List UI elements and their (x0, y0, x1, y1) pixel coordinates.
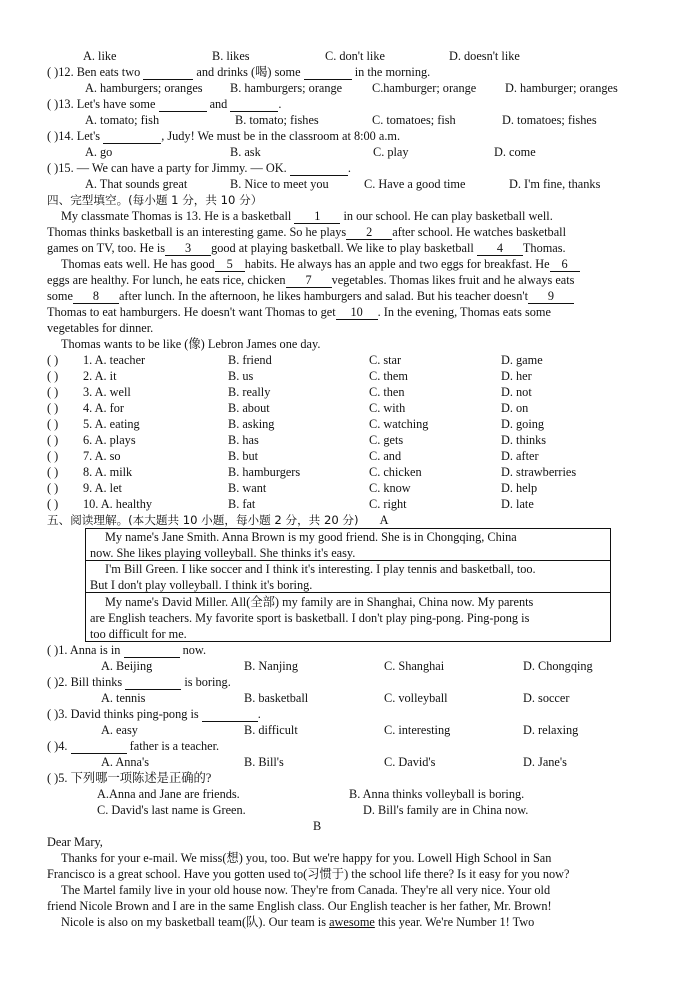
cloze-q7-option-c[interactable]: C. and (369, 449, 402, 463)
answer-paren[interactable]: ( ) (47, 433, 59, 447)
reading-q3-option-a[interactable]: A. easy (101, 723, 138, 737)
q11-option-b[interactable]: B. likes (212, 49, 250, 63)
answer-paren[interactable]: ( ) (47, 65, 59, 79)
reading-q3-option-b[interactable]: B. difficult (244, 723, 298, 737)
answer-blank[interactable] (71, 740, 127, 754)
q13-option-a[interactable]: A. tomato; fish (85, 113, 160, 127)
cloze-q6-option-d[interactable]: D. thinks (501, 433, 547, 447)
passage-a-box-2: I'm Bill Green. I like soccer and I think it's interesting. I play tennis and basketball, too. But I don't play volleyball. I think it's boring. (85, 560, 611, 593)
cloze-q6-option-a[interactable]: 6. A. plays (83, 433, 136, 447)
reading-q1-option-c[interactable]: C. Shanghai (384, 659, 445, 673)
part-b-label: B (313, 819, 322, 833)
q13-stem: ( )13. Let's have some and . (47, 97, 282, 111)
cloze-blank-9[interactable]: 9 (528, 290, 574, 304)
cloze-q4-option-b[interactable]: B. about (228, 401, 270, 415)
letter-greeting: Dear Mary, (47, 835, 103, 849)
cloze-q5-option-a[interactable]: 5. A. eating (83, 417, 140, 431)
cloze-blank-4[interactable]: 4 (477, 242, 523, 256)
q14-option-d[interactable]: D. come (494, 145, 536, 159)
cloze-q3-option-c[interactable]: C. then (369, 385, 405, 399)
reading-q5-option-a[interactable]: A.Anna and Jane are friends. (97, 787, 240, 801)
cloze-line: eggs are healthy. For lunch, he eats rice, chicken 7 vegetables. Thomas likes fruit and he always eats (47, 273, 575, 287)
cloze-q8-option-c[interactable]: C. chicken (369, 465, 422, 479)
q12-option-a[interactable]: A. hamburgers; oranges (85, 81, 203, 95)
answer-paren[interactable]: ( ) (47, 497, 59, 511)
letter-line: friend Nicole Brown and I are in the same English class. Our English teacher is her father, Mr. Brown! (47, 899, 552, 913)
answer-paren[interactable]: ( ) (47, 401, 59, 415)
answer-paren[interactable]: ( ) (47, 129, 59, 143)
answer-paren[interactable]: ( ) (47, 707, 59, 721)
reading-q1-option-a[interactable]: A. Beijing (101, 659, 153, 673)
reading-q1-option-d[interactable]: D. Chongqing (523, 659, 593, 673)
cloze-q5-option-b[interactable]: B. asking (228, 417, 275, 431)
reading-q1-option-b[interactable]: B. Nanjing (244, 659, 298, 673)
letter-line: Thanks for your e-mail. We miss(想) you, too. But we're happy for you. Lowell High School in San (61, 851, 552, 865)
letter-line: Francisco is a great school. Have you gotten used to(习惯于) the school life there? Is it easy for you now? (47, 867, 570, 881)
q14-option-b[interactable]: B. ask (230, 145, 261, 159)
cloze-q2-option-a[interactable]: 2. A. it (83, 369, 117, 383)
answer-blank[interactable] (159, 98, 207, 112)
q12-stem: ( )12. Ben eats two and drinks (喝) some in the morning. (47, 65, 431, 79)
letter-line: The Martel family live in your old house now. They're from Canada. They're all very nice. Your old (61, 883, 551, 897)
q15-option-c[interactable]: C. Have a good time (364, 177, 466, 191)
reading-q2-option-d[interactable]: D. soccer (523, 691, 570, 705)
answer-blank[interactable] (124, 644, 180, 658)
cloze-q7-option-a[interactable]: 7. A. so (83, 449, 121, 463)
cloze-q9-option-c[interactable]: C. know (369, 481, 411, 495)
reading-q2-option-c[interactable]: C. volleyball (384, 691, 448, 705)
answer-blank[interactable] (143, 66, 193, 80)
cloze-q1-option-c[interactable]: C. star (369, 353, 402, 367)
answer-blank[interactable] (230, 98, 278, 112)
answer-paren[interactable]: ( ) (47, 739, 59, 753)
cloze-line: Thomas wants to be like (像) Lebron James one day. (61, 337, 321, 351)
cloze-q9-option-b[interactable]: B. want (228, 481, 267, 495)
cloze-blank-10[interactable]: 10 (336, 306, 378, 320)
answer-paren[interactable]: ( ) (47, 481, 59, 495)
q12-option-c[interactable]: C.hamburger; orange (372, 81, 477, 95)
cloze-q3-option-d[interactable]: D. not (501, 385, 532, 399)
cloze-q4-option-a[interactable]: 4. A. for (83, 401, 124, 415)
answer-paren[interactable]: ( ) (47, 353, 59, 367)
section-4-title: 四、完型填空。(每小题 1 分，共 10 分） (47, 193, 263, 207)
answer-paren[interactable]: ( ) (47, 161, 59, 175)
cloze-q9-option-a[interactable]: 9. A. let (83, 481, 122, 495)
q11-option-c[interactable]: C. don't like (325, 49, 385, 63)
section-5-heading (47, 512, 388, 528)
cloze-q6-option-b[interactable]: B. has (228, 433, 259, 447)
section-5-title: 五、阅读理解。(本大题共 10 小题，每小题 2 分，共 20 分) (47, 513, 359, 527)
cloze-blank-1[interactable]: 1 (294, 210, 340, 224)
reading-q5-option-d[interactable]: D. Bill's family are in China now. (363, 803, 529, 817)
cloze-q7-option-d[interactable]: D. after (501, 449, 539, 463)
cloze-q4-option-d[interactable]: D. on (501, 401, 529, 415)
reading-q5-stem: ( )5. 下列哪一项陈述是正确的? (47, 771, 212, 785)
cloze-q10-option-c[interactable]: C. right (369, 497, 407, 511)
cloze-q3-option-a[interactable]: 3. A. well (83, 385, 131, 399)
answer-paren[interactable]: ( ) (47, 369, 59, 383)
reading-q4-option-c[interactable]: C. David's (384, 755, 436, 769)
q12-option-b[interactable]: B. hamburgers; orange (230, 81, 343, 95)
cloze-q6-option-c[interactable]: C. gets (369, 433, 404, 447)
cloze-line: Thomas thinks basketball is an interesting game. So he plays 2 after school. He watches basketball (47, 225, 566, 239)
answer-blank[interactable] (290, 162, 348, 176)
q15-option-a[interactable]: A. That sounds great (85, 177, 188, 191)
part-a-label: A (379, 513, 389, 527)
cloze-q10-option-a[interactable]: 10. A. healthy (83, 497, 152, 511)
cloze-blank-7[interactable]: 7 (286, 274, 332, 288)
answer-blank[interactable] (304, 66, 352, 80)
cloze-line: vegetables for dinner. (47, 321, 154, 335)
q11-option-d[interactable]: D. doesn't like (449, 49, 520, 63)
reading-q5-option-b[interactable]: B. Anna thinks volleyball is boring. (349, 787, 525, 801)
answer-blank[interactable] (202, 708, 258, 722)
cloze-q10-option-d[interactable]: D. late (501, 497, 534, 511)
answer-blank[interactable] (103, 130, 161, 144)
cloze-q5-option-c[interactable]: C. watching (369, 417, 429, 431)
cloze-blank-2[interactable]: 2 (346, 226, 392, 240)
answer-paren[interactable]: ( ) (47, 465, 59, 479)
q15-stem: ( )15. — We can have a party for Jimmy. — OK. . (47, 161, 351, 175)
cloze-q5-option-d[interactable]: D. going (501, 417, 545, 431)
answer-paren[interactable]: ( ) (47, 97, 59, 111)
cloze-q10-option-b[interactable]: B. fat (228, 497, 256, 511)
reading-q5-option-c[interactable]: C. David's last name is Green. (97, 803, 246, 817)
cloze-q1-option-b[interactable]: B. friend (228, 353, 272, 367)
answer-paren[interactable]: ( ) (47, 449, 59, 463)
q14-stem: ( )14. Let's , Judy! We must be in the classroom at 8:00 a.m. (47, 129, 401, 143)
cloze-q8-option-a[interactable]: 8. A. milk (83, 465, 133, 479)
reading-q3-stem: ( )3. David thinks ping-pong is . (47, 707, 261, 721)
cloze-q3-option-b[interactable]: B. really (228, 385, 271, 399)
answer-paren[interactable]: ( ) (47, 675, 59, 689)
letter-line: Nicole is also on my basketball team(队). Our team is awesome this year. We're Number 1! Two (61, 915, 535, 929)
cloze-blank-3[interactable]: 3 (165, 242, 211, 256)
answer-blank[interactable] (125, 676, 181, 690)
answer-paren[interactable]: ( ) (47, 771, 59, 785)
cloze-line: some 8 after lunch. In the afternoon, he likes hamburgers and salad. But his teacher doesn't 9 (47, 288, 574, 304)
cloze-line: Thomas to eat hamburgers. He doesn't want Thomas to get 10 . In the evening, Thomas eats some (47, 305, 551, 319)
cloze-q4-option-c[interactable]: C. with (369, 401, 406, 415)
q13-option-c[interactable]: C. tomatoes; fish (372, 113, 456, 127)
reading-q2-option-a[interactable]: A. tennis (101, 691, 146, 705)
cloze-line: games on TV, too. He is 3 good at playing basketball. We like to play basketball 4 Thomas. (47, 241, 566, 255)
underlined-word: awesome (329, 915, 375, 929)
q12-option-d[interactable]: D. hamburger; oranges (505, 81, 618, 95)
reading-q3-option-c[interactable]: C. interesting (384, 723, 451, 737)
cloze-q2-option-b[interactable]: B. us (228, 369, 254, 383)
cloze-blank-6[interactable]: 6 (550, 258, 580, 272)
cloze-q8-option-b[interactable]: B. hamburgers (228, 465, 301, 479)
q14-option-a[interactable]: A. go (85, 145, 113, 159)
q13-option-b[interactable]: B. tomato; fishes (235, 113, 319, 127)
reading-q4-option-b[interactable]: B. Bill's (244, 755, 284, 769)
cloze-q1-option-d[interactable]: D. game (501, 353, 543, 367)
cloze-line: Thomas eats well. He has good 5 habits. He always has an apple and two eggs for breakfast. He 6 (61, 256, 580, 272)
cloze-q9-option-d[interactable]: D. help (501, 481, 538, 495)
q13-option-d[interactable]: D. tomatoes; fishes (502, 113, 597, 127)
reading-q3-option-d[interactable]: D. relaxing (523, 723, 579, 737)
q15-option-b[interactable]: B. Nice to meet you (230, 177, 329, 191)
q11-option-a[interactable]: A. like (83, 49, 117, 63)
q15-option-d[interactable]: D. I'm fine, thanks (509, 177, 601, 191)
cloze-blank-5[interactable]: 5 (215, 258, 245, 272)
cloze-q2-option-d[interactable]: D. her (501, 369, 532, 383)
reading-q4-option-d[interactable]: D. Jane's (523, 755, 567, 769)
cloze-q2-option-c[interactable]: C. them (369, 369, 408, 383)
reading-q4-option-a[interactable]: A. Anna's (101, 755, 149, 769)
cloze-line: My classmate Thomas is 13. He is a basketball 1 in our school. He can play basketball well. (61, 209, 553, 223)
cloze-blank-8[interactable]: 8 (73, 290, 119, 304)
passage-a-box-3: My name's David Miller. All(全部) my family are in Shanghai, China now. My parents are English teachers. My favorite sport is basketball. I don't play ping-pong. Ping-pong is too difficult for me. (85, 592, 611, 642)
q14-option-c[interactable]: C. play (373, 145, 409, 159)
answer-paren[interactable]: ( ) (47, 643, 59, 657)
reading-q2-stem: ( )2. Bill thinks is boring. (47, 675, 231, 689)
cloze-q7-option-b[interactable]: B. but (228, 449, 259, 463)
cloze-q8-option-d[interactable]: D. strawberries (501, 465, 577, 479)
reading-q1-stem: ( )1. Anna is in now. (47, 643, 207, 657)
cloze-q1-option-a[interactable]: 1. A. teacher (83, 353, 146, 367)
reading-q4-stem: ( )4. father is a teacher. (47, 739, 220, 753)
reading-q2-option-b[interactable]: B. basketball (244, 691, 309, 705)
answer-paren[interactable]: ( ) (47, 385, 59, 399)
answer-paren[interactable]: ( ) (47, 417, 59, 431)
passage-a-box-1: My name's Jane Smith. Anna Brown is my good friend. She is in Chongqing, China now. She likes playing volleyball. She thinks it's easy. (85, 528, 611, 561)
